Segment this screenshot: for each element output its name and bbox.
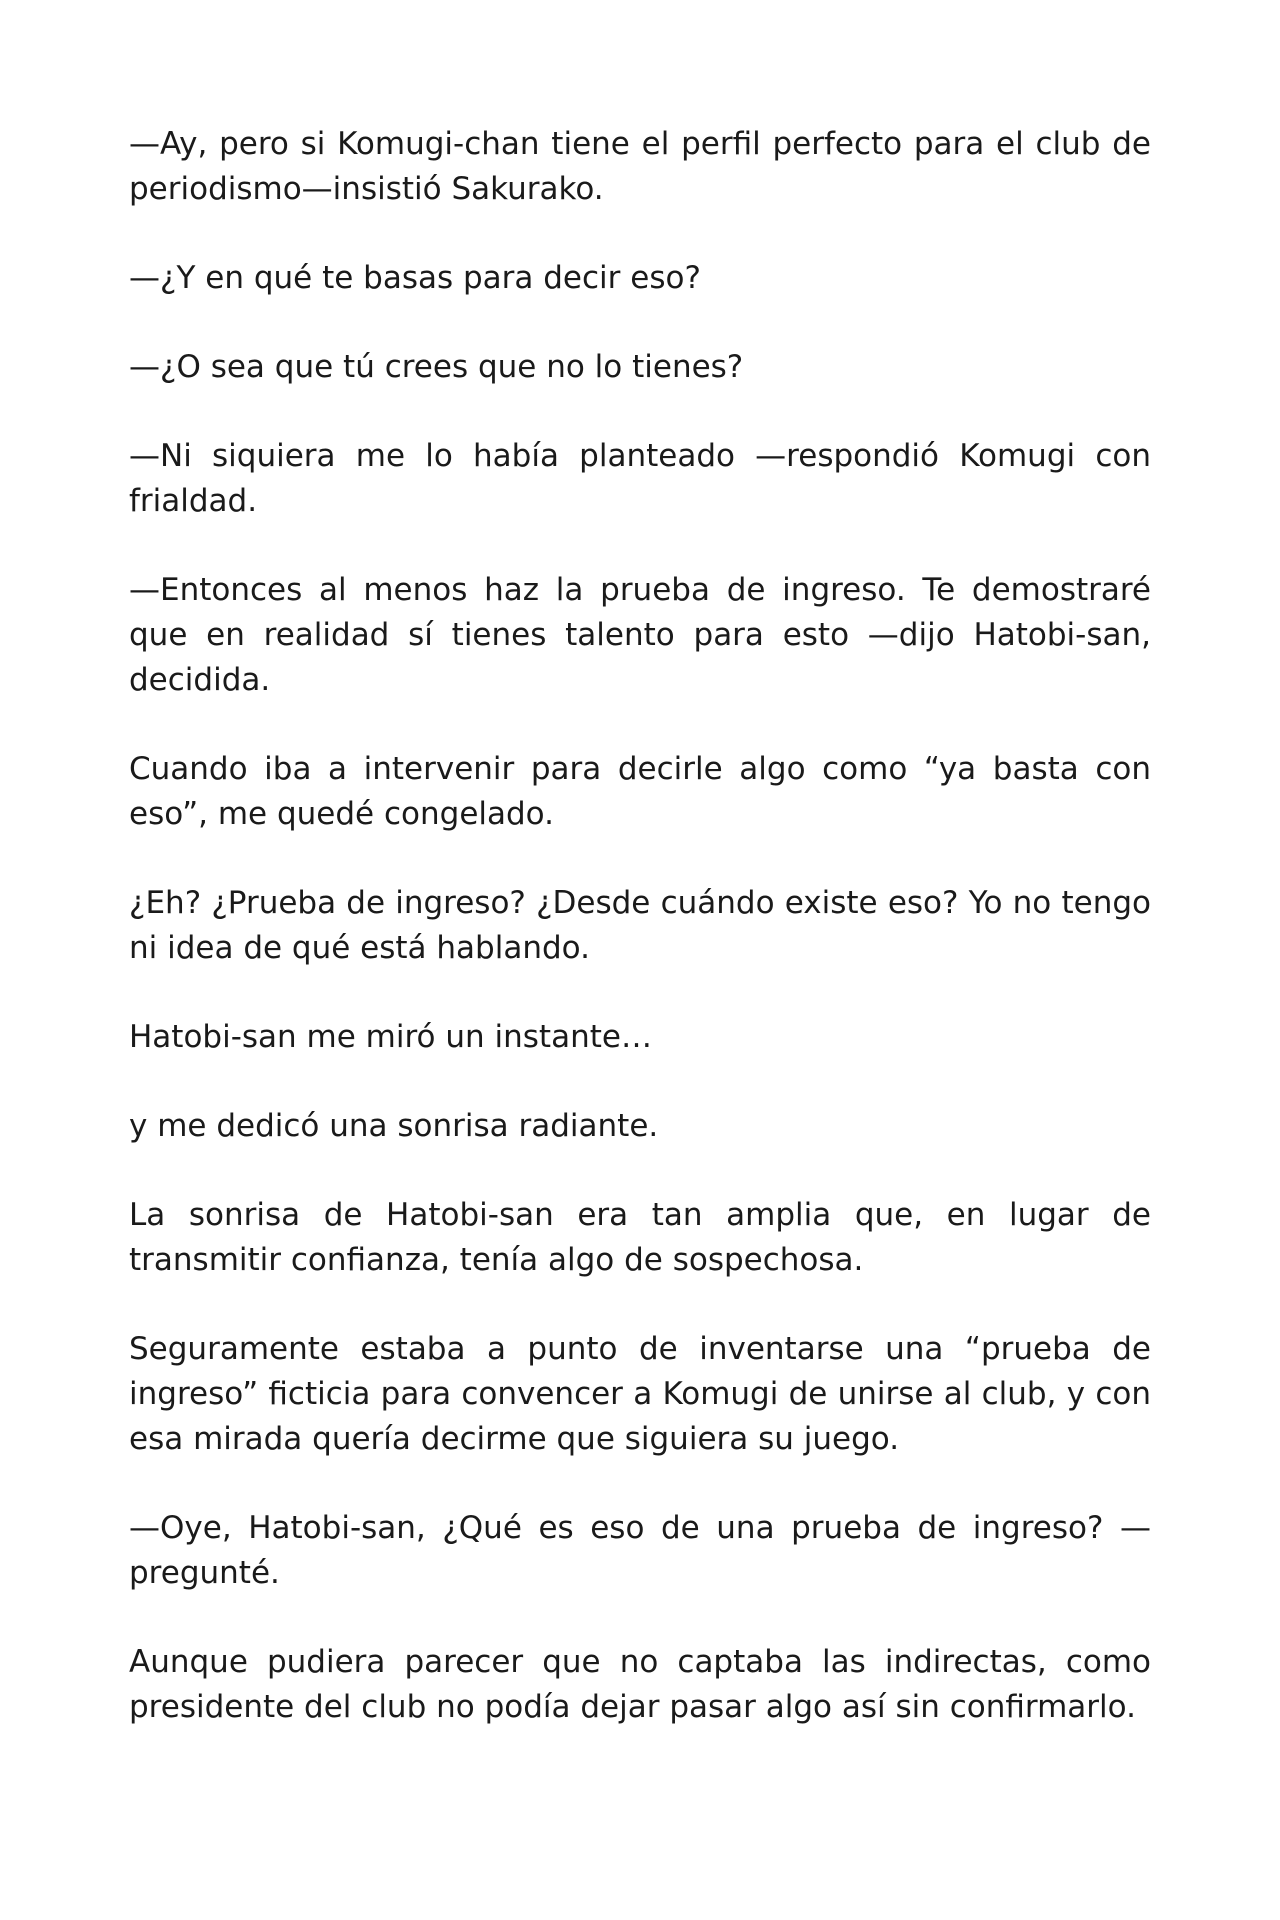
paragraph-10: La sonrisa de Hatobi-san era tan amplia que, en lugar de transmitir confianza, tenía algo de sospechosa. — [129, 1197, 1151, 1278]
paragraph-9: y me dedicó una sonrisa radiante. — [129, 1108, 659, 1144]
paragraph-12: —Oye, Hatobi-san, ¿Qué es eso de una prueba de ingreso? —pregunté. — [129, 1510, 1151, 1591]
paragraph-2: —¿Y en qué te basas para decir eso? — [129, 260, 701, 296]
paragraph-13: Aunque pudiera parecer que no captaba las indirectas, como presidente del club no podía dejar pasar algo así sin confirmarlo. — [129, 1644, 1151, 1725]
paragraph-5: —Entonces al menos haz la prueba de ingreso. Te demostraré que en realidad sí tienes talento para esto —dijo Hatobi-san, decidida. — [129, 572, 1151, 698]
document-page — [129, 122, 1151, 1730]
paragraph-1: —Ay, pero si Komugi-chan tiene el perfil perfecto para el club de periodismo—insistió Sakurako. — [129, 126, 1151, 207]
paragraph-8: Hatobi-san me miró un instante… — [129, 1019, 652, 1055]
paragraph-4: —Ni siquiera me lo había planteado —respondió Komugi con frialdad. — [129, 438, 1151, 519]
paragraph-7: ¿Eh? ¿Prueba de ingreso? ¿Desde cuándo existe eso? Yo no tengo ni idea de qué está hablando. — [129, 885, 1151, 966]
paragraph-6: Cuando iba a intervenir para decirle algo como “ya basta con eso”, me quedé congelado. — [129, 751, 1151, 832]
paragraph-11: Seguramente estaba a punto de inventarse una “prueba de ingreso” ficticia para convencer a Komugi de unirse al club, y con esa mirada quería decirme que siguiera su juego. — [129, 1331, 1151, 1457]
paragraph-3: —¿O sea que tú crees que no lo tienes? — [129, 349, 744, 385]
